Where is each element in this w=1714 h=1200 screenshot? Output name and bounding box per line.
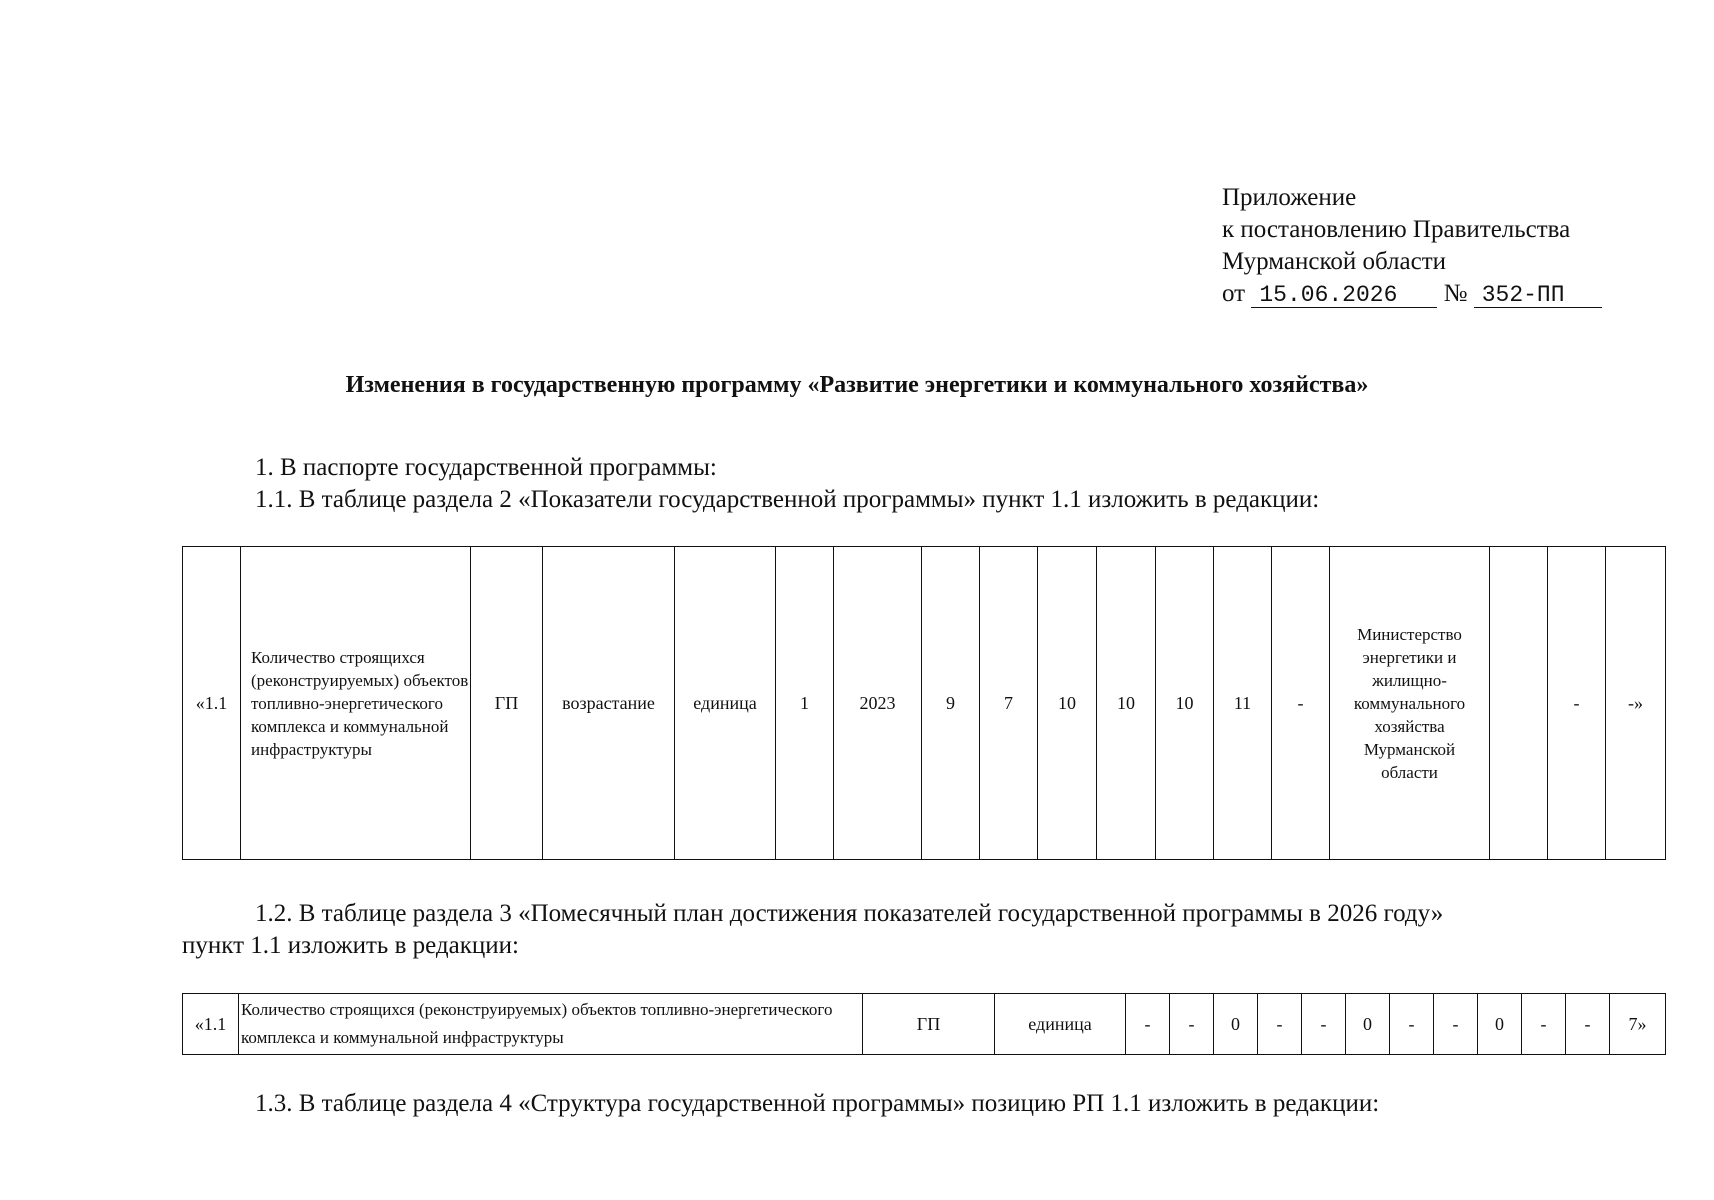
paragraph-1-3: 1.3. В таблице раздела 4 «Структура государственной программы» позицию РП 1.1 изложить в редакции: — [255, 1090, 1380, 1117]
table-cell: - — [1390, 994, 1434, 1055]
table-cell: 1 — [776, 547, 834, 860]
table-cell: - — [1434, 994, 1478, 1055]
paragraph-1-1: 1.1. В таблице раздела 2 «Показатели государственной программы» пункт 1.1 изложить в редакции: — [255, 486, 1320, 513]
table-cell: 9 — [922, 547, 980, 860]
table-cell: «1.1 — [183, 994, 239, 1055]
table-cell: 0 — [1214, 994, 1258, 1055]
table-cell: Количество строящихся (реконструируемых) объектов топливно-энергетического комплекса и коммунальной инфраструктуры — [241, 547, 471, 860]
table-cell — [1490, 547, 1548, 860]
paragraph-1-2-cont: пункт 1.1 изложить в редакции: — [182, 932, 519, 959]
table-cell: 7 — [980, 547, 1038, 860]
table-cell: 10 — [1156, 547, 1214, 860]
table-cell: -» — [1606, 547, 1666, 860]
table-cell: 10 — [1038, 547, 1097, 860]
table-cell: - — [1126, 994, 1170, 1055]
paragraph-1-2: 1.2. В таблице раздела 3 «Помесячный план достижения показателей государственной программы в 2026 году» — [255, 900, 1444, 927]
indicators-table — [182, 546, 1666, 860]
table-cell: ГП — [471, 547, 543, 860]
table-cell: - — [1548, 547, 1606, 860]
table-cell: возрастание — [543, 547, 675, 860]
table-cell: 7» — [1610, 994, 1666, 1055]
number-prefix: № — [1443, 280, 1468, 307]
table-cell: 2023 — [834, 547, 922, 860]
table-cell: ГП — [863, 994, 995, 1055]
table-cell: - — [1170, 994, 1214, 1055]
appendix-line-3: Мурманской области — [1222, 248, 1447, 275]
table-row — [183, 994, 1666, 1055]
monthly-plan-table — [182, 993, 1666, 1055]
table-cell: 10 — [1097, 547, 1156, 860]
appendix-date-line — [1222, 278, 1602, 310]
table-row — [183, 547, 1666, 860]
appendix-line-1: Приложение — [1222, 184, 1357, 211]
table-cell: единица — [675, 547, 776, 860]
paragraph-1: 1. В паспорте государственной программы: — [255, 454, 717, 481]
table-cell: «1.1 — [183, 547, 241, 860]
table-cell: Министерство энергетики и жилищно-коммунального хозяйства Мурманской области — [1330, 547, 1490, 860]
appendix-line-2: к постановлению Правительства — [1222, 216, 1571, 243]
table-cell: 0 — [1346, 994, 1390, 1055]
appendix-block — [1222, 182, 1602, 310]
table-cell: - — [1566, 994, 1610, 1055]
table-cell: 11 — [1214, 547, 1272, 860]
table-cell: единица — [995, 994, 1126, 1055]
number-value: 352-ПП — [1474, 283, 1602, 308]
date-value: 15.06.2026 — [1251, 283, 1437, 308]
table-cell: - — [1258, 994, 1302, 1055]
document-title: Изменения в государственную программу «Развитие энергетики и коммунального хозяйства» — [345, 372, 1369, 398]
table-cell: - — [1272, 547, 1330, 860]
table-cell: - — [1522, 994, 1566, 1055]
table-cell: Количество строящихся (реконструируемых) объектов топливно-энергетического комплекса и коммунальной инфраструктуры — [239, 994, 863, 1055]
table-cell: 0 — [1478, 994, 1522, 1055]
table-cell: - — [1302, 994, 1346, 1055]
date-prefix: от — [1222, 280, 1246, 307]
